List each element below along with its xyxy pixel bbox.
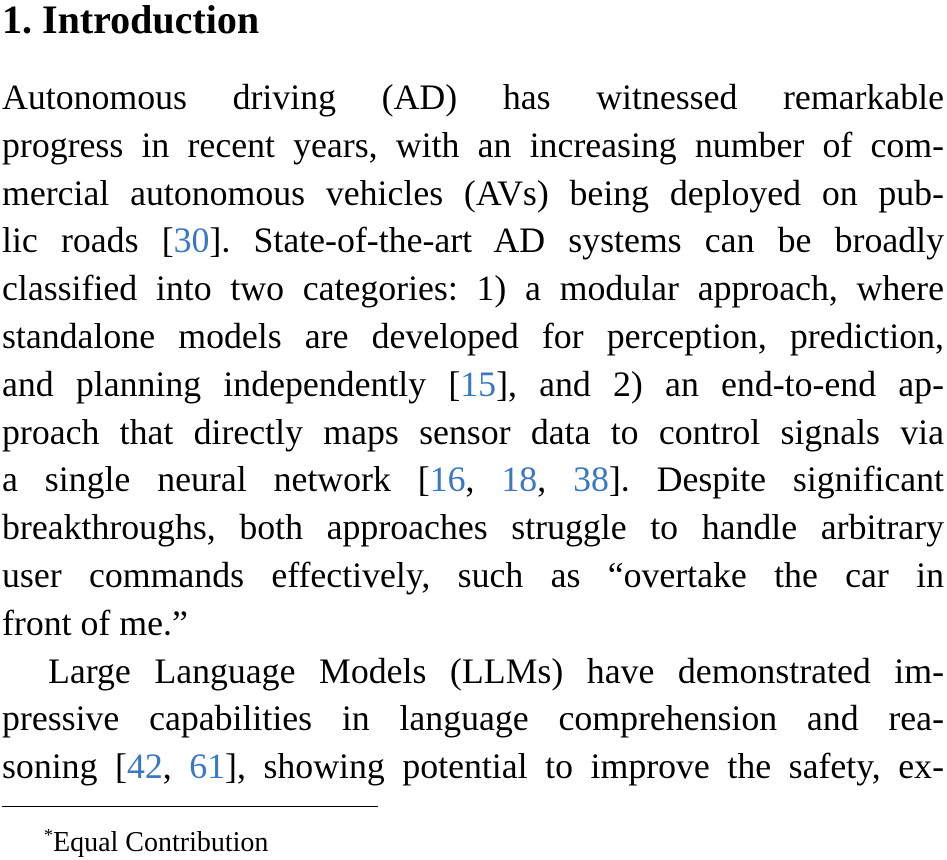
- text-line: progress in recent years, with an increasing number of com-: [2, 124, 944, 165]
- text-line: pressive capabilities in language comprehension and rea-: [2, 698, 944, 739]
- citation-30[interactable]: 30: [173, 220, 210, 261]
- text-line: front of me.”: [2, 602, 188, 643]
- text-line: [2, 361, 944, 409]
- footnote-text: Equal Contribution: [53, 827, 269, 858]
- citation-separator: ,: [465, 459, 502, 500]
- citation-15[interactable]: 15: [460, 363, 497, 404]
- footnote-rule: [2, 806, 378, 807]
- text-line: breakthroughs, both approaches struggle to handle arbitrary: [2, 507, 944, 548]
- citation-18[interactable]: 18: [501, 459, 538, 500]
- text-line: [2, 456, 944, 504]
- line-text: a single neural network [: [2, 459, 430, 500]
- citation-38[interactable]: 38: [573, 459, 609, 500]
- section-number: 1.: [2, 0, 32, 42]
- citation-separator: ,: [537, 459, 574, 500]
- line-text: ]. Despite significant: [608, 459, 945, 500]
- line-text: ], showing potential to improve the safety, ex-: [225, 746, 945, 787]
- citation-separator: ,: [162, 746, 190, 787]
- line-text: lic roads [: [2, 220, 174, 261]
- citation-42[interactable]: 42: [126, 746, 163, 787]
- text-line: standalone models are developed for perception, prediction,: [2, 315, 944, 356]
- paragraph-1: [2, 74, 944, 648]
- line-text: and planning independently [: [2, 363, 461, 404]
- text-line: proach that directly maps sensor data to control signals via: [2, 411, 944, 452]
- text-line: [2, 743, 944, 791]
- text-line: classified into two categories: 1) a modular approach, where: [2, 268, 944, 309]
- citation-16[interactable]: 16: [429, 459, 466, 500]
- footnote-marker: *: [44, 825, 53, 845]
- paragraph-2: [2, 648, 944, 791]
- section-title: Introduction: [42, 0, 260, 42]
- text-line: mercial autonomous vehicles (AVs) being deployed on pub-: [2, 172, 944, 213]
- section-heading: [2, 0, 944, 40]
- paper-page: [2, 0, 944, 791]
- citation-61[interactable]: 61: [189, 746, 226, 787]
- line-text: soning [: [2, 746, 127, 787]
- text-line: user commands effectively, such as “overtake the car in: [2, 554, 944, 595]
- text-line: Autonomous driving (AD) has witnessed remarkable: [2, 77, 944, 117]
- text-line: [2, 217, 944, 265]
- line-text: ], and 2) an end-to-end ap-: [496, 363, 944, 404]
- line-text: ]. State-of-the-art AD systems can be broadly: [209, 220, 944, 261]
- text-line: Large Language Models (LLMs) have demonstrated im-: [48, 650, 944, 691]
